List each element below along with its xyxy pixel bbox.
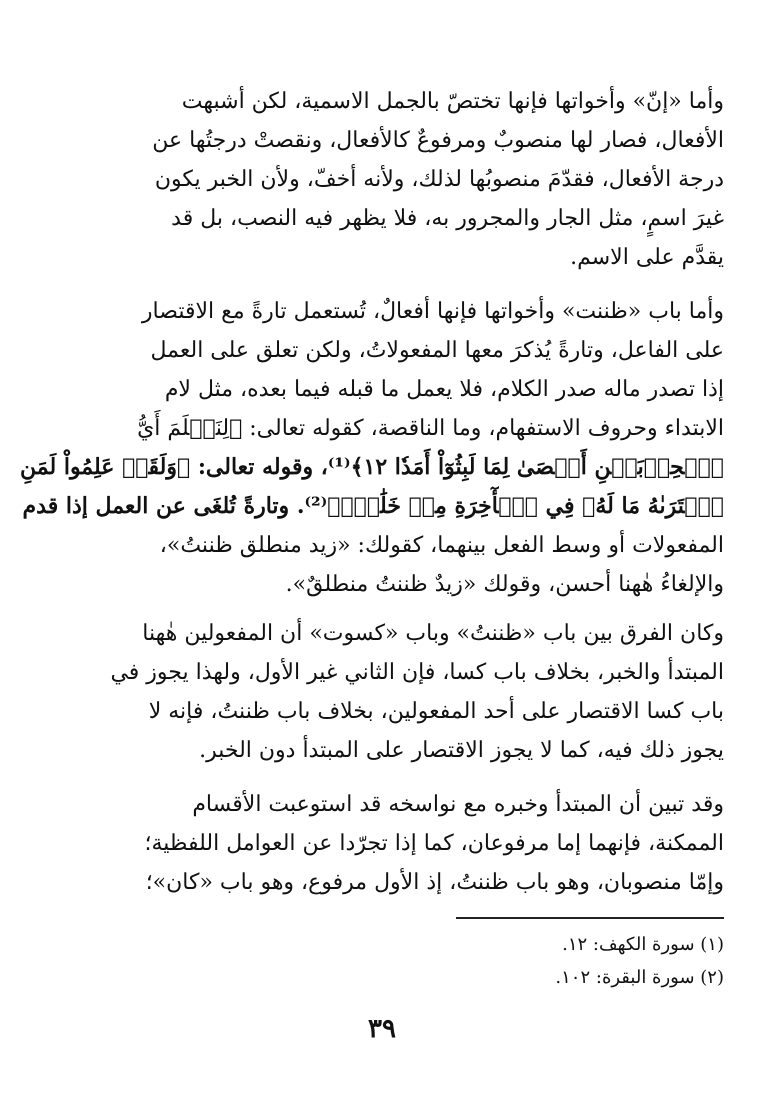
page-number: ٣٩ [368, 1014, 396, 1044]
text-line: الممكنة، فإنهما إما مرفوعان، كما إذا تجرّدا عن العوامل اللفظية؛ [144, 831, 724, 856]
text-line: على الفاعل، وتارةً يُذكرَ معها المفعولاتُ، ولكن تعلق على العمل [150, 338, 724, 363]
text-line: والإلغاءُ هٰهنا أحسن، وقولك «زيدٌ ظننتُ منطلقٌ». [285, 572, 724, 597]
text-line: يجوز ذلك فيه، كما لا يجوز الاقتصار على المبتدأ دون الخبر. [199, 738, 724, 763]
paragraph-conclusion [94, 785, 724, 902]
quran-verse-line: ٱشۡتَرَىٰهُ مَا لَهُۥ فِي ٱلۡأٓخِرَةِ مِنۡ خَلَٰقٖۚ﴾⁽²⁾. وتارةً تُلغَى عن العمل إذا قدم [22, 493, 724, 519]
quran-verse-line: ٱلۡحِزۡبَيۡنِ أَحۡصَىٰ لِمَا لَبِثُوٓاْ أَمَدٗا ١٢﴾⁽¹⁾، وقوله تعالى: ﴿وَلَقَدۡ عَلِمُواْ لَمَنِ [20, 454, 724, 480]
text-line: المبتدأ والخبر، بخلاف باب كسا، فإن الثاني غير الأول، ولهذا يجوز في [110, 660, 724, 685]
footnotes [300, 928, 724, 994]
text-line: وأما باب «ظننت» وأخواتها فإنها أفعالٌ، تُستعمل تارةً مع الاقتصار [141, 299, 724, 324]
footnote-separator [456, 917, 724, 919]
paragraph-difference [94, 614, 724, 770]
text-line: وقد تبين أن المبتدأ وخبره مع نواسخه قد استوعبت الأقسام [192, 792, 724, 817]
text-line: درجة الأفعال، فقدّمَ منصوبُها لذلك، ولأنه أخفّ، ولأن الخبر يكون [154, 167, 724, 192]
paragraph-zanantu [20, 292, 724, 604]
text-line: وأما «إنّ» وأخواتها فإنها تختصّ بالجمل الاسمية، لكن أشبهت [181, 89, 724, 114]
paragraph-inna [94, 82, 724, 277]
text-line: باب كسا الاقتصار على أحد المفعولين، بخلاف باب ظننتُ، فإنه لا [148, 699, 724, 724]
text-line: إذا تصدر ماله صدر الكلام، فلا يعمل ما قبله فيما بعده، مثل لام [164, 377, 724, 402]
text-line: يقدَّم على الاسم. [570, 245, 724, 270]
text-line: الأفعال، فصار لها منصوبٌ ومرفوعٌ كالأفعال، ونقصتْ درجتُها عن [152, 128, 724, 153]
text-line: غيرَ اسمٍ، مثل الجار والمجرور به، فلا يظهر فيه النصب، بل قد [171, 206, 724, 231]
text-line: وكان الفرق بين باب «ظننتُ» وباب «كسوت» أن المفعولين هٰهنا [142, 621, 724, 646]
footnote-1: (١) سورة الكهف: ١٢. [562, 934, 724, 955]
text-line: المفعولات أو وسط الفعل بينهما، كقولك: «زيد منطلق ظننتُ»، [159, 533, 724, 558]
text-line: الابتداء وحروف الاستفهام، وما الناقصة، كقوله تعالى: ﴿لِنَعۡلَمَ أَيُّ [137, 416, 724, 441]
footnote-2: (٢) سورة البقرة: ١٠٢. [555, 967, 724, 988]
text-line: وإمّا منصوبان، وهو باب ظننتُ، إذ الأول مرفوع، وهو باب «كان»؛ [145, 870, 724, 895]
